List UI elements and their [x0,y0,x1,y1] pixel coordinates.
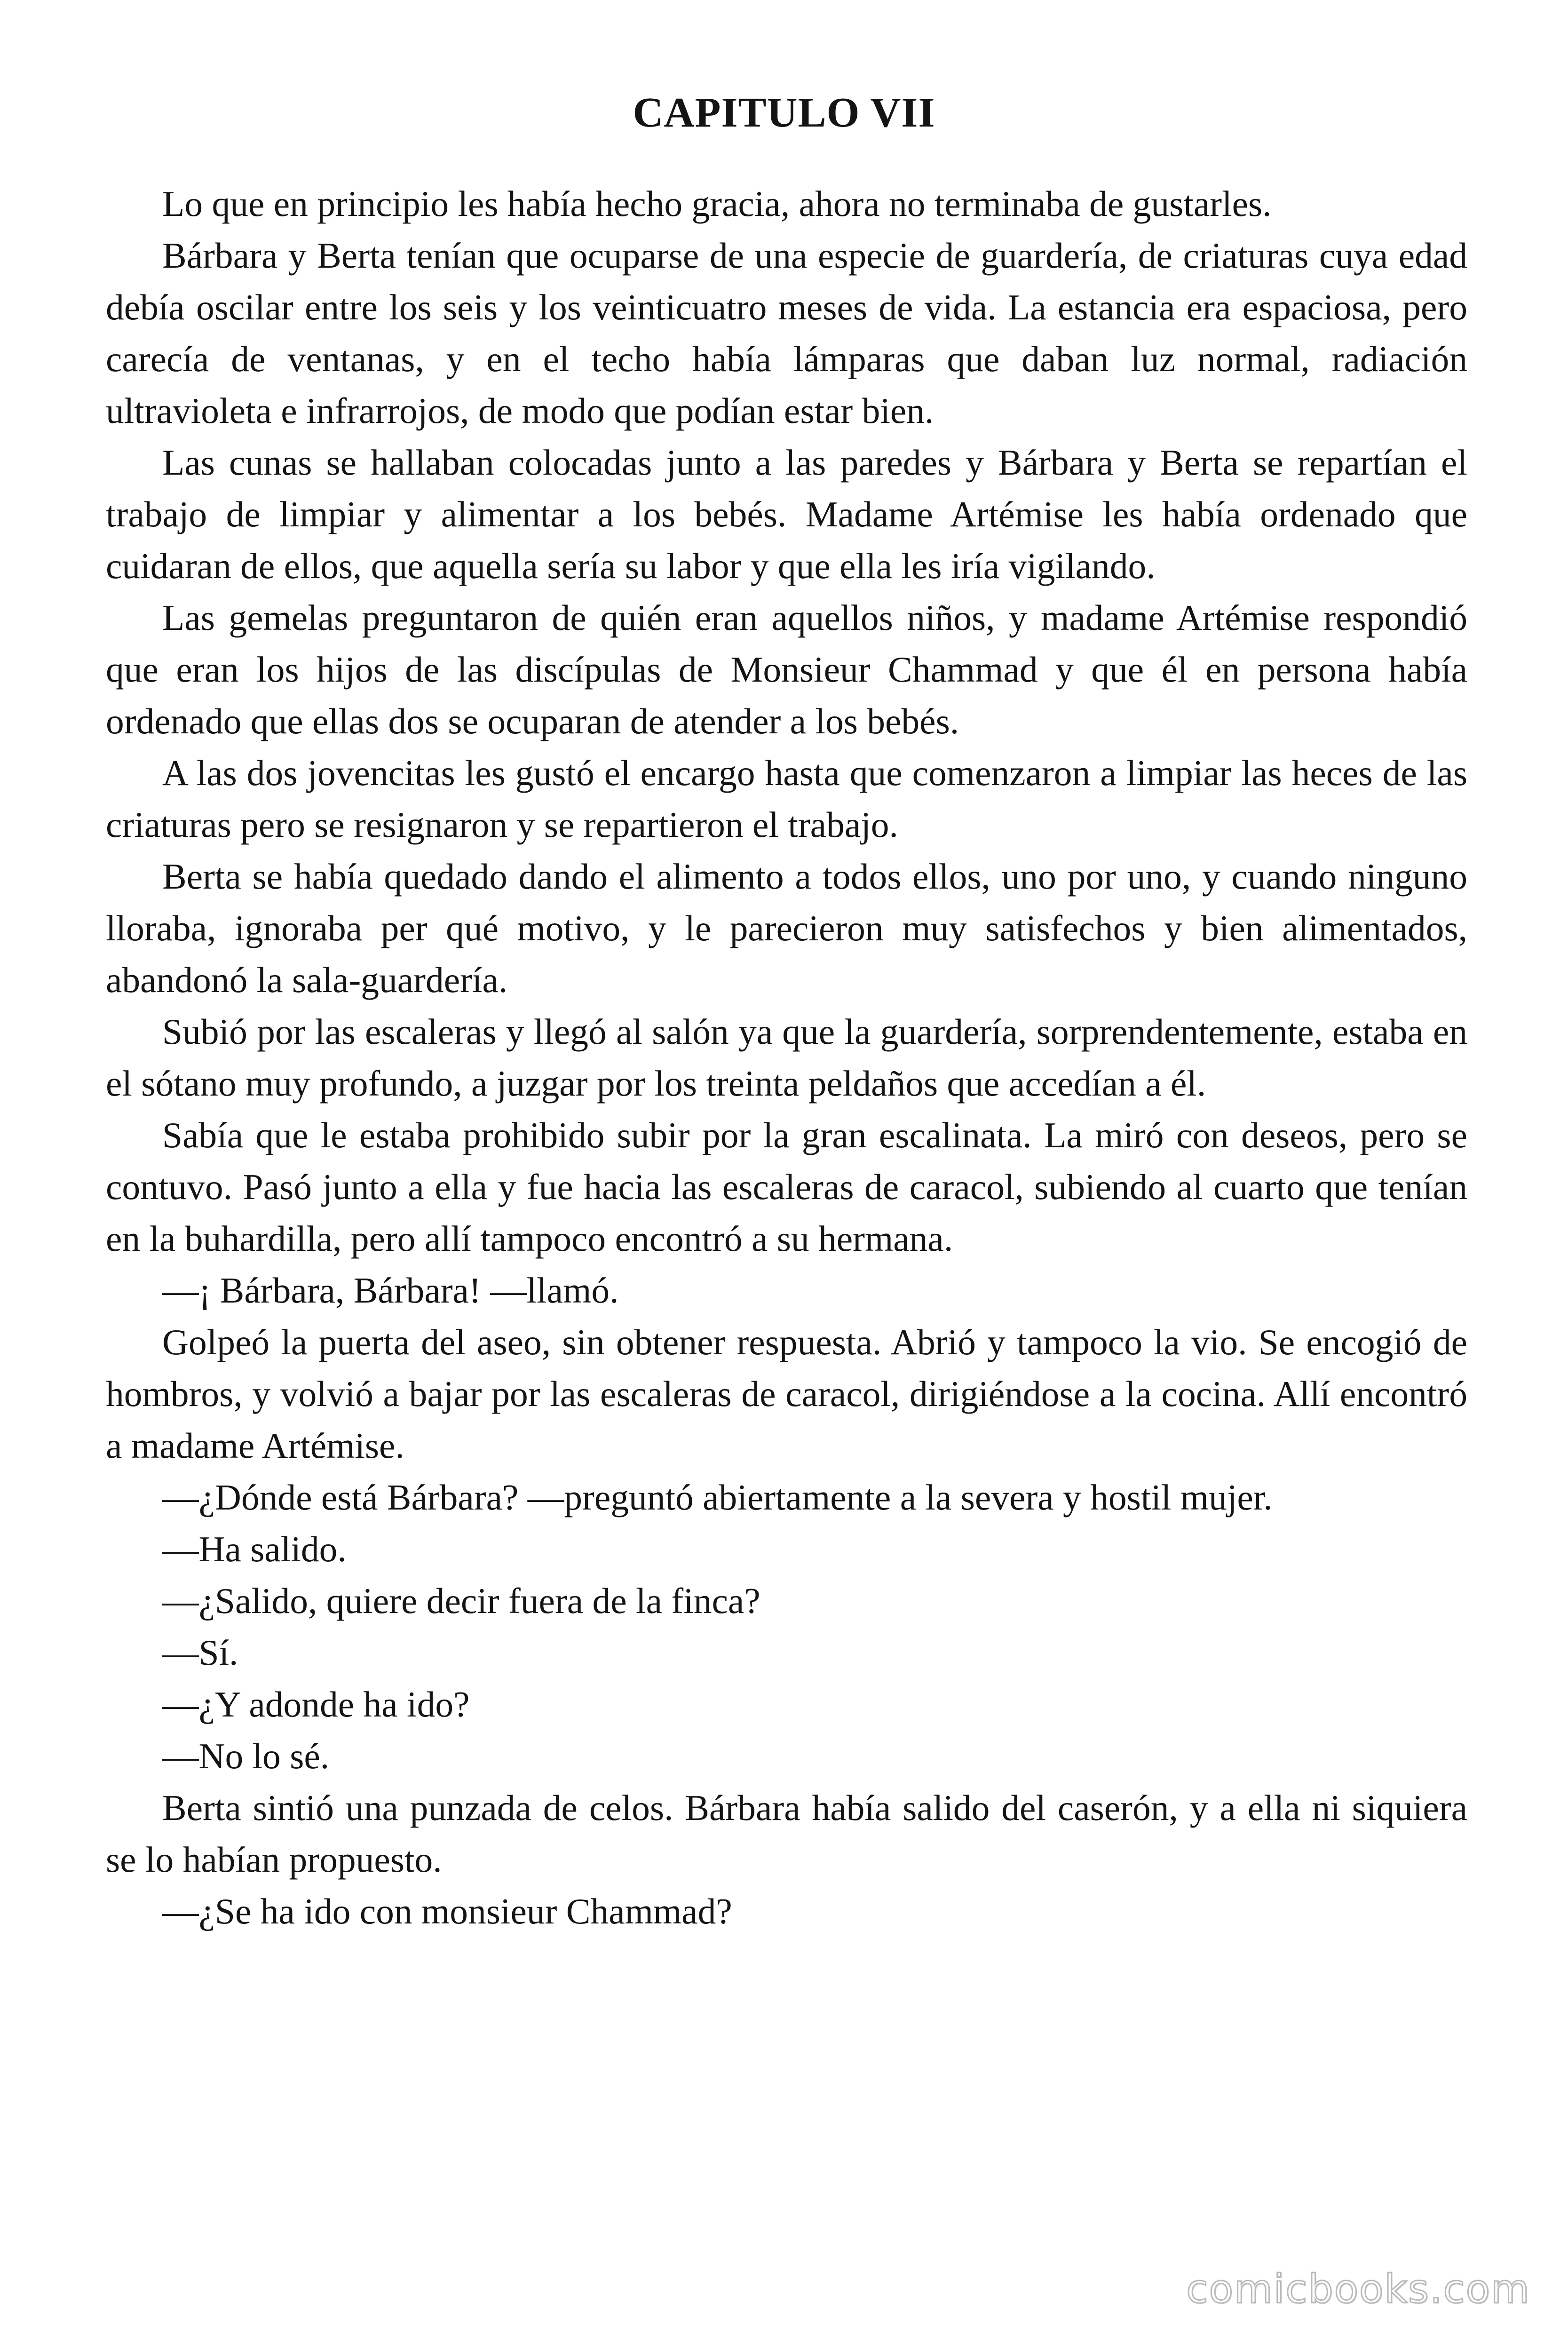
paragraph: Golpeó la puerta del aseo, sin obtener respuesta. Abrió y tampoco la vio. Se encogió de hombros, y volvió a bajar por las escaleras de caracol, dirigiéndose a la cocina. Allí encontró a madame Artémise. [106,1322,1467,1466]
dialogue-line: —¿Se ha ido con monsieur Chammad? [162,1891,732,1931]
paragraph: Sabía que le estaba prohibido subir por la gran escalinata. La miró con deseos, pero se contuvo. Pasó junto a ella y fue hacia las escaleras de caracol, subiendo al cuarto que tenían en la buhardilla, pero allí tampoco encontró a su hermana. [106,1115,1467,1259]
paragraph: Berta sintió una punzada de celos. Bárbara había salido del caserón, y a ella ni siquiera se lo habían propuesto. [106,1788,1467,1880]
body-text [106,178,1467,1937]
paragraph: Las gemelas preguntaron de quién eran aquellos niños, y madame Artémise respondió que eran los hijos de las discípulas de Monsieur Chammad y que él en persona había ordenado que ellas dos se ocuparan de atender a los bebés. [106,597,1467,741]
watermark: comicbooks.com [1186,2266,1530,2312]
paragraph: Las cunas se hallaban colocadas junto a las paredes y Bárbara y Berta se repartían el trabajo de limpiar y alimentar a los bebés. Madame Artémise les había ordenado que cuidaran de ellos, que aquella sería su labor y que ella les iría vigilando. [106,442,1467,586]
dialogue-line: —Sí. [162,1632,238,1673]
paragraph: Berta se había quedado dando el alimento a todos ellos, uno por uno, y cuando ninguno lloraba, ignoraba per qué motivo, y le parecieron muy satisfechos y bien alimentados, abandonó la sala-guardería. [106,856,1467,1000]
dialogue-line: —¿Dónde está Bárbara? —preguntó abiertamente a la severa y hostil mujer. [162,1477,1273,1518]
paragraph: Bárbara y Berta tenían que ocuparse de una especie de guardería, de criaturas cuya edad debía oscilar entre los seis y los veinticuatro meses de vida. La estancia era espaciosa, pero carecía de ventanas, y en el techo había lámparas que daban luz normal, radiación ultravioleta e infrarrojos, de modo que podían estar bien. [106,235,1467,431]
dialogue-line: —¿Y adonde ha ido? [162,1684,470,1724]
paragraph: Lo que en principio les había hecho gracia, ahora no terminaba de gustarles. [162,183,1272,224]
dialogue-line: —Ha salido. [162,1529,347,1569]
dialogue-line: —¡ Bárbara, Bárbara! —llamó. [162,1270,619,1311]
paragraph: A las dos jovencitas les gustó el encargo hasta que comenzaron a limpiar las heces de las criaturas pero se resignaron y se repartieron el trabajo. [106,753,1467,845]
dialogue-line: —No lo sé. [162,1736,330,1776]
paragraph: Subió por las escaleras y llegó al salón ya que la guardería, sorprendentemente, estaba en el sótano muy profundo, a juzgar por los treinta peldaños que accedían a él. [106,1011,1467,1104]
chapter-title: CAPITULO VII [633,89,935,136]
dialogue-line: —¿Salido, quiere decir fuera de la finca? [162,1581,760,1621]
